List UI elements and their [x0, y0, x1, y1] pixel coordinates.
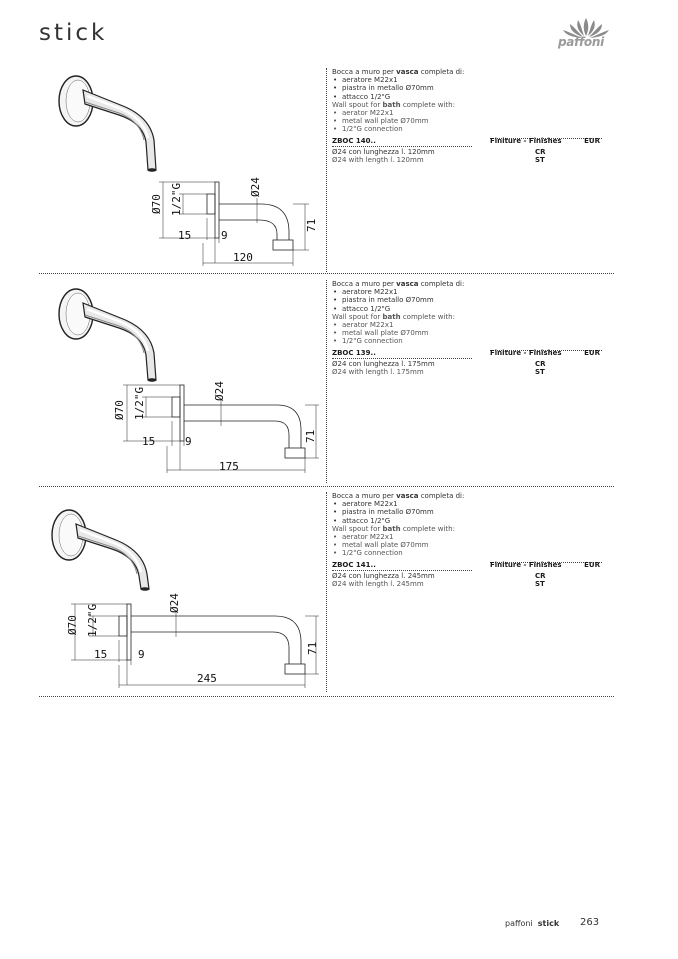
section-separator	[39, 486, 614, 487]
finish-code: CR	[535, 571, 546, 580]
detail-it: Ø24 con lunghezza l. 245mm	[332, 571, 435, 580]
list-item: • piastra in metallo Ø70mm	[332, 296, 614, 304]
spout-render	[59, 76, 157, 172]
list-item: • piastra in metallo Ø70mm	[332, 84, 614, 92]
dim-length: 120	[233, 251, 253, 264]
desc-it-rest: completa di:	[418, 68, 465, 76]
product-drawing-2	[39, 280, 334, 483]
product-section-2	[39, 280, 614, 483]
column-divider	[326, 280, 327, 483]
list-item: • metal wall plate Ø70mm	[332, 329, 614, 337]
column-divider	[326, 492, 327, 692]
dim-pipe: Ø24	[213, 381, 226, 401]
product-code: ZBOC 141..	[332, 561, 472, 571]
finishes-header	[490, 560, 602, 569]
desc-en-rest: complete with:	[400, 100, 455, 109]
column-divider	[326, 68, 327, 272]
desc-en-intro: Wall spout for	[332, 524, 383, 533]
detail-it: Ø24 con lunghezza l. 175mm	[332, 359, 435, 368]
detail-en: Ø24 with length l. 120mm	[332, 155, 424, 164]
list-item: • aeratore M22x1	[332, 500, 614, 508]
desc-it-bold: vasca	[396, 68, 419, 76]
finishes-label: Finiture - Finishes	[490, 560, 562, 569]
desc-it-intro: Bocca a muro per	[332, 280, 397, 288]
dim-pipe: Ø24	[249, 177, 262, 197]
dim-conn: 1/2"G	[170, 182, 183, 216]
product-info-3	[332, 492, 614, 588]
dim-height: 71	[306, 641, 319, 655]
finishes-header	[490, 136, 602, 145]
dim-length: 175	[219, 460, 239, 473]
list-item: • aeratore M22x1	[332, 76, 614, 84]
product-detail	[332, 572, 614, 588]
finishes-list	[535, 572, 546, 588]
code-row	[332, 349, 614, 359]
dim-b: 9	[185, 435, 192, 448]
dim-pipe: Ø24	[168, 593, 181, 613]
dim-conn: 1/2"G	[86, 603, 99, 637]
page-number: 263	[580, 917, 600, 928]
product-info-2	[332, 280, 614, 376]
list-item: • piastra in metallo Ø70mm	[332, 508, 614, 516]
currency-label: EUR	[584, 136, 600, 145]
product-drawing-1	[39, 68, 334, 272]
spout-render	[59, 289, 157, 382]
detail-it: Ø24 con lunghezza l. 120mm	[332, 147, 435, 156]
logo-text: paffoni	[558, 35, 604, 49]
desc-en-intro: Wall spout for	[332, 100, 383, 109]
list-item: • 1/2"G connection	[332, 125, 614, 133]
desc-en-rest: complete with:	[400, 312, 455, 321]
product-detail	[332, 360, 614, 376]
list-item: • attacco 1/2"G	[332, 517, 614, 525]
finishes-label: Finiture - Finishes	[490, 136, 562, 145]
product-drawing-3	[39, 492, 334, 692]
dim-length: 245	[197, 672, 217, 685]
list-item: • attacco 1/2"G	[332, 93, 614, 101]
list-item: • 1/2"G connection	[332, 549, 614, 557]
product-detail	[332, 148, 614, 164]
product-description	[332, 492, 614, 558]
dim-a: 15	[94, 648, 108, 661]
finishes-label: Finiture - Finishes	[490, 348, 562, 357]
finish-code: ST	[535, 579, 545, 588]
desc-it-intro: Bocca a muro per	[332, 68, 397, 76]
list-item: • metal wall plate Ø70mm	[332, 541, 614, 549]
code-row	[332, 561, 614, 571]
code-row	[332, 137, 614, 147]
desc-en-rest: complete with:	[400, 524, 455, 533]
dim-a: 15	[142, 435, 156, 448]
product-description	[332, 280, 614, 346]
list-item: • aeratore M22x1	[332, 288, 614, 296]
dim-plate: Ø70	[150, 194, 163, 214]
product-info-1	[332, 68, 614, 164]
dim-plate: Ø70	[66, 615, 79, 635]
dim-conn: 1/2"G	[133, 386, 146, 420]
desc-it-rest: completa di:	[418, 280, 465, 288]
desc-en-bold: bath	[382, 100, 401, 109]
desc-en-bold: bath	[382, 312, 401, 321]
list-item: • aerator M22x1	[332, 321, 614, 329]
product-code: ZBOC 139..	[332, 349, 472, 359]
finish-code: ST	[535, 155, 545, 164]
dim-height: 71	[304, 429, 317, 443]
dim-a: 15	[178, 229, 192, 242]
desc-it-bold: vasca	[396, 280, 419, 288]
finish-code: CR	[535, 147, 546, 156]
list-item: • aerator M22x1	[332, 533, 614, 541]
product-code: ZBOC 140..	[332, 137, 472, 147]
finishes-list	[535, 148, 546, 164]
currency-label: EUR	[584, 348, 600, 357]
section-separator	[39, 273, 614, 274]
currency-label: EUR	[584, 560, 600, 569]
desc-it-intro: Bocca a muro per	[332, 492, 397, 500]
page-title: stick	[39, 20, 108, 46]
list-item: • attacco 1/2"G	[332, 305, 614, 313]
footer-brand: paffoni	[505, 919, 533, 928]
product-section-3	[39, 492, 614, 692]
finishes-header	[490, 348, 602, 357]
technical-drawing	[71, 604, 319, 688]
dim-plate: Ø70	[113, 400, 126, 420]
dim-height: 71	[305, 218, 318, 232]
footer	[505, 919, 559, 928]
product-section-1	[39, 68, 614, 272]
finish-code: CR	[535, 359, 546, 368]
dim-b: 9	[138, 648, 145, 661]
desc-en-intro: Wall spout for	[332, 312, 383, 321]
list-item: • 1/2"G connection	[332, 337, 614, 345]
dim-b: 9	[221, 229, 228, 242]
footer-series: stick	[537, 919, 560, 928]
product-description	[332, 68, 614, 134]
detail-en: Ø24 with length l. 245mm	[332, 579, 424, 588]
detail-en: Ø24 with length l. 175mm	[332, 367, 424, 376]
desc-it-rest: completa di:	[418, 492, 465, 500]
section-separator	[39, 696, 614, 697]
list-item: • metal wall plate Ø70mm	[332, 117, 614, 125]
finishes-list	[535, 360, 546, 376]
desc-it-bold: vasca	[396, 492, 419, 500]
spout-render	[52, 510, 150, 591]
finish-code: ST	[535, 367, 545, 376]
desc-en-bold: bath	[382, 524, 401, 533]
list-item: • aerator M22x1	[332, 109, 614, 117]
